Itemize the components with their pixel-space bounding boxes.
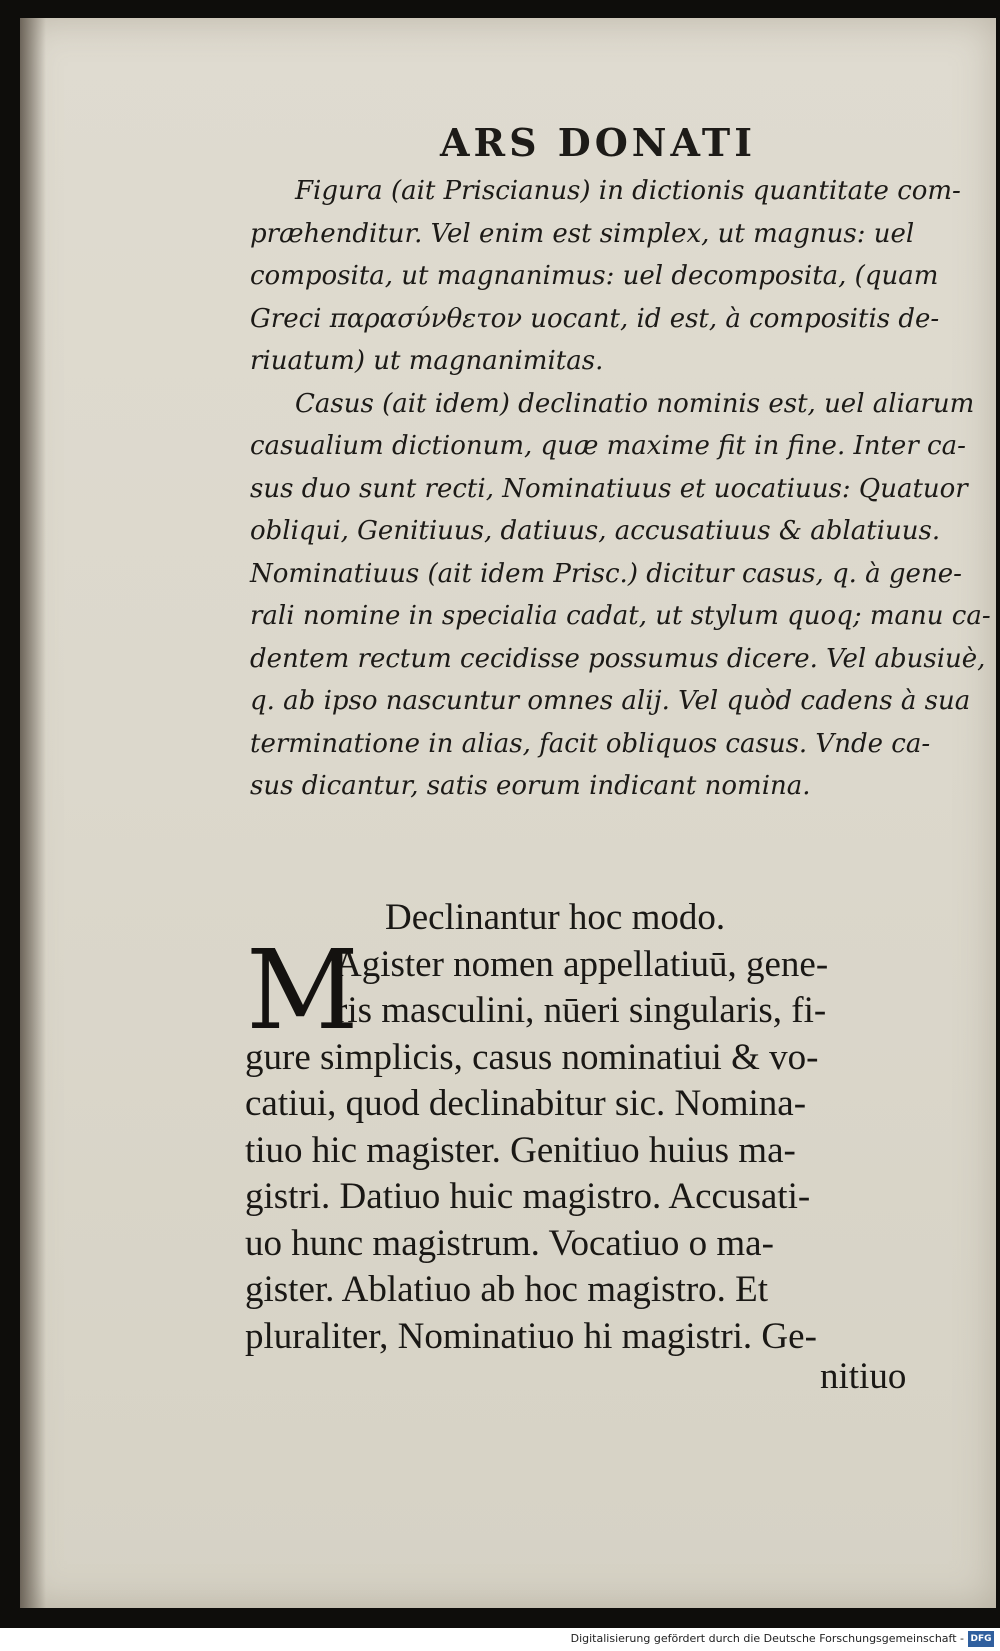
text-line: riuatum) ut magnanimitas. xyxy=(250,346,604,376)
text-line: catiui, quod declinabitur sic. Nomina- xyxy=(245,1083,807,1124)
text-line: q. ab ipso nascuntur omnes alij. Vel quòd cadens à sua xyxy=(250,686,971,716)
section-heading: Declinantur hoc modo. xyxy=(385,897,726,938)
footer-credit: Digitalisierung gefördert durch die Deutsche Forschungsgemeinschaft - xyxy=(570,1632,964,1645)
decorated-initial: M xyxy=(246,926,359,1054)
text-line: sus duo sunt recti, Nominatiuus et uocatiuus: Quatuor xyxy=(250,473,968,504)
italic-text-block xyxy=(250,170,990,808)
text-line: Agister nomen appellatiuū, gene- xyxy=(335,943,829,985)
text-line: Nominatiuus (ait idem Prisc.) dicitur casus, q. à gene- xyxy=(250,558,962,589)
text-line: casualium dictionum, quӕ maxime fit in fine. Inter ca- xyxy=(250,431,966,461)
text-line: gistri. Datiuo huic magistro. Accusati- xyxy=(245,1176,811,1217)
text-line: terminatione in alias, facit obliquos casus. Vnde ca- xyxy=(250,728,931,759)
text-line: rali nomine in specialia cadat, ut stylum quoq; manu ca- xyxy=(250,601,991,631)
text-line: prӕhenditur. Vel enim est simplex, ut magnus: uel xyxy=(250,218,915,249)
text-line: obliqui, Genitiuus, datiuus, accusatiuus & ablatiuus. xyxy=(250,516,941,546)
text-line: Casus (ait idem) declinatio nominis est, uel aliarum xyxy=(295,388,975,419)
catchword: nitiuo xyxy=(820,1356,907,1397)
text-line: Figura (ait Priscianus) in dictionis quantitate com- xyxy=(295,176,961,206)
running-head: ARS DONATI xyxy=(440,120,756,165)
text-line: gister. Ablatiuo ab hoc magistro. Et xyxy=(245,1269,769,1310)
text-line: sus dicantur, satis eorum indicant nomina. xyxy=(250,771,811,801)
text-line: uo hunc magistrum. Vocatiuo o ma- xyxy=(245,1222,774,1264)
text-line: tiuo hic magister. Genitiuo huius ma- xyxy=(245,1129,796,1171)
text-line: gure simplicis, casus nominatiui & vo- xyxy=(245,1036,819,1078)
dfg-logo-icon: DFG xyxy=(968,1631,994,1647)
page-gutter-shadow xyxy=(20,18,46,1608)
text-line: Greci παρασύνθετον uocant, id est, à compositis de- xyxy=(250,303,940,334)
text-line: composita, ut magnanimus: uel decomposita, (quam xyxy=(250,261,939,291)
text-line: pluraliter, Nominatiuo hi magistri. Ge- xyxy=(245,1315,817,1357)
digitization-footer xyxy=(0,1628,1000,1651)
text-line: dentem rectum cecidisse possumus dicere. Vel abusiuè, xyxy=(250,643,986,674)
text-line: ris masculini, nūeri singularis, fi- xyxy=(335,990,827,1031)
